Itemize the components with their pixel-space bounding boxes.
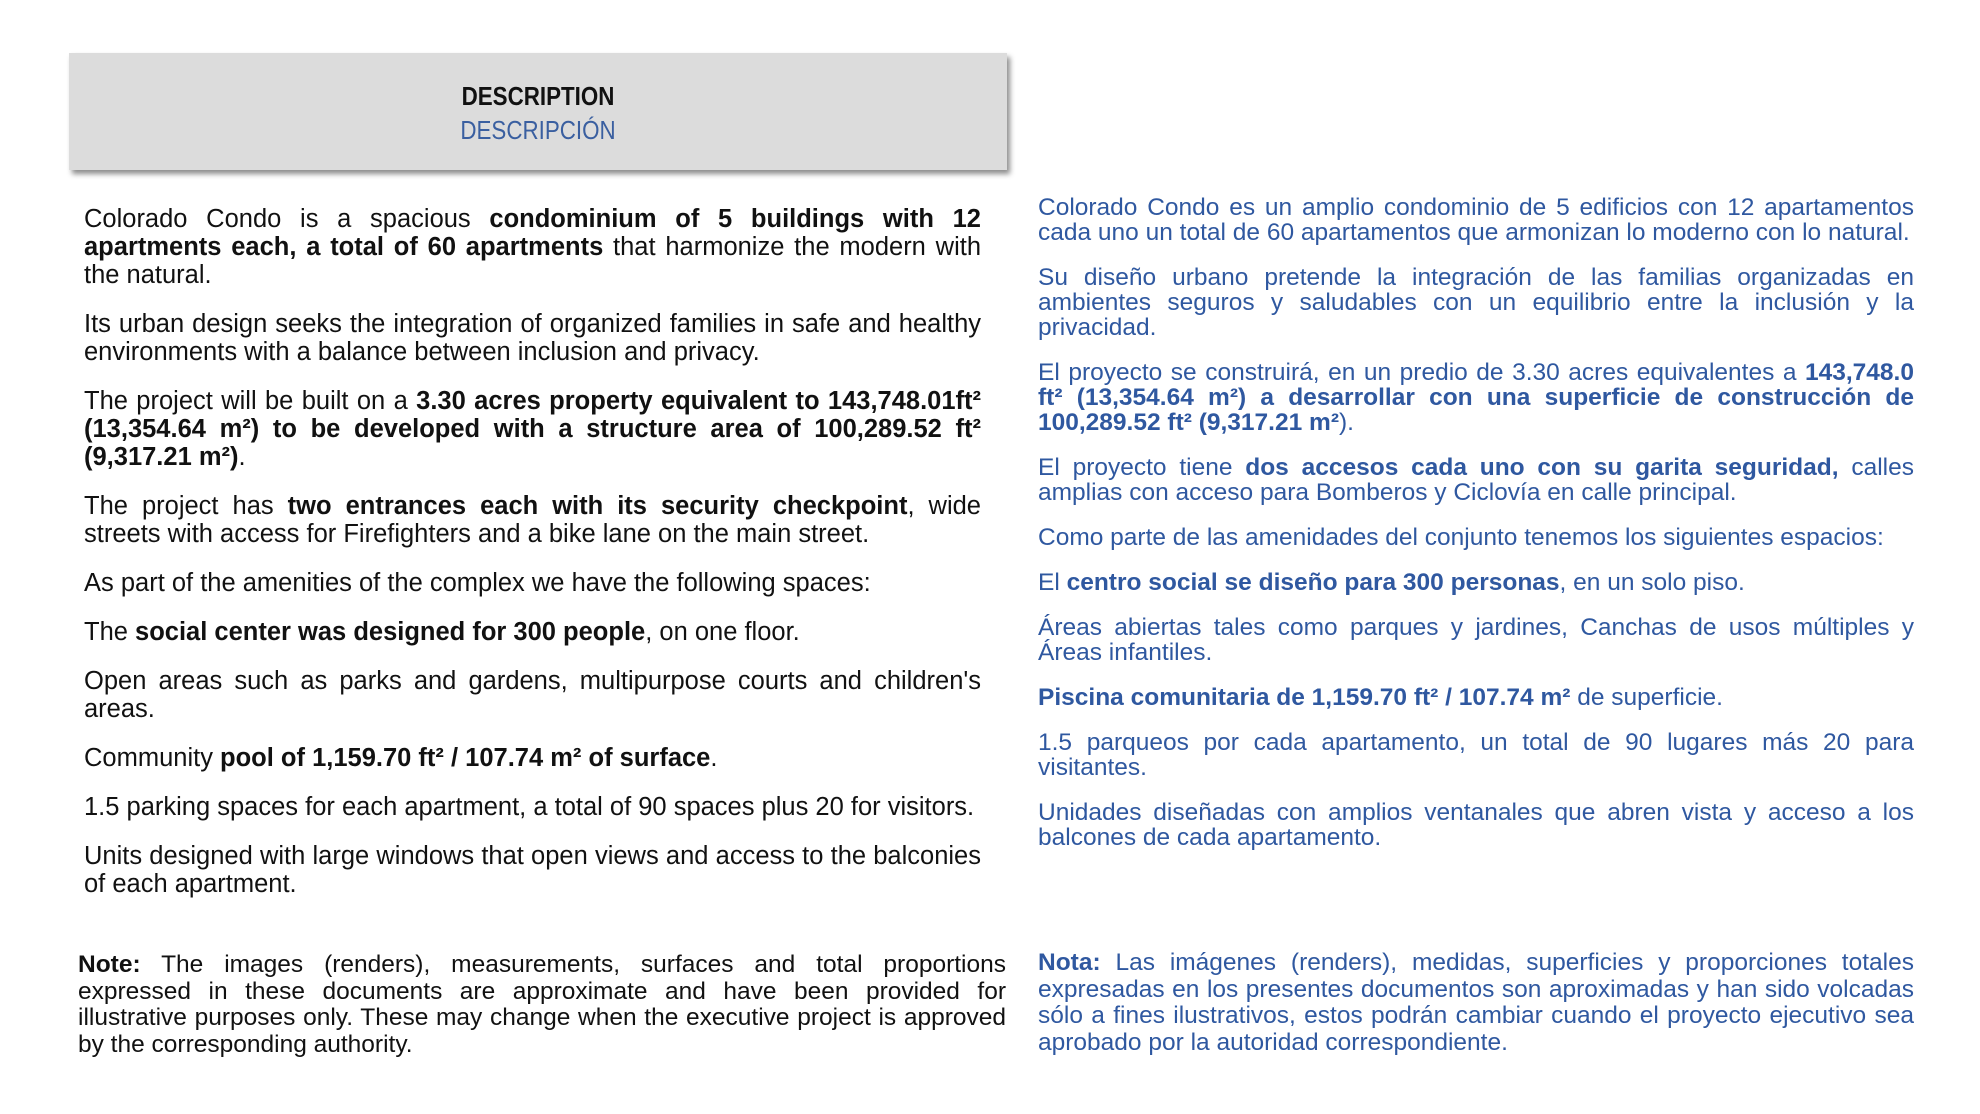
en-note-label: Note:	[78, 951, 141, 978]
es-paragraph-5: Como parte de las amenidades del conjunto tenemos los siguientes espacios:	[1038, 524, 1884, 551]
es-note	[1038, 950, 1914, 1056]
es-paragraph-2: Su diseño urbano pretende la integración de las familias organizadas en ambientes seguros y saludables con un equilibrio entre la inclusión y la privacidad.	[1038, 264, 1914, 341]
es-paragraph-1: Colorado Condo es un amplio condominio de 5 edificios con 12 apartamentos cada uno un total de 60 apartamentos que armonizan lo moderno con lo natural.	[1038, 194, 1914, 246]
es-paragraph-6: El centro social se diseño para 300 personas, en un solo piso.	[1038, 569, 1745, 596]
en-paragraph-10: Units designed with large windows that open views and access to the balconies of each apartment.	[84, 842, 981, 898]
header-title-es: DESCRIPCIÓN	[460, 115, 616, 145]
english-column	[84, 205, 981, 919]
es-paragraph-4: El proyecto tiene dos accesos cada uno con su garita seguridad, calles amplias con acceso para Bomberos y Ciclovía en calle principal.	[1038, 454, 1914, 506]
en-paragraph-3: The project will be built on a 3.30 acres property equivalent to 143,748.01ft² (13,354.64 m²) to be developed with a structure area of 100,289.52 ft² (9,317.21 m²).	[84, 387, 981, 471]
es-note-label: Nota:	[1038, 949, 1101, 976]
es-paragraph-8: Piscina comunitaria de 1,159.70 ft² / 107.74 m² de superficie.	[1038, 684, 1723, 711]
en-paragraph-7: Open areas such as parks and gardens, multipurpose courts and children's areas.	[84, 667, 981, 723]
en-note	[78, 952, 1006, 1058]
es-paragraph-7: Áreas abiertas tales como parques y jardines, Canchas de usos múltiples y Áreas infantiles.	[1038, 614, 1914, 666]
en-paragraph-4: The project has two entrances each with its security checkpoint, wide streets with access for Firefighters and a bike lane on the main street.	[84, 492, 981, 548]
es-paragraph-9: 1.5 parqueos por cada apartamento, un total de 90 lugares más 20 para visitantes.	[1038, 729, 1914, 781]
en-paragraph-2: Its urban design seeks the integration of organized families in safe and healthy environments with a balance between inclusion and privacy.	[84, 310, 981, 366]
es-paragraph-3: El proyecto se construirá, en un predio de 3.30 acres equivalentes a 143,748.0 ft² (13,354.64 m²) a desarrollar con una superficie de construcción de 100,289.52 ft² (9,317.21 m²).	[1038, 359, 1914, 436]
spanish-column	[1038, 195, 1914, 870]
en-note-text: The images (renders), measurements, surfaces and total proportions expressed in these documents are approximate and have been provided for illustrative purposes only. These may change when the executive project is approved by the corresponding authority.	[78, 951, 1006, 1058]
en-paragraph-6: The social center was designed for 300 people, on one floor.	[84, 618, 800, 646]
es-paragraph-10: Unidades diseñadas con amplios ventanales que abren vista y acceso a los balcones de cada apartamento.	[1038, 799, 1914, 851]
en-paragraph-5: As part of the amenities of the complex we have the following spaces:	[84, 569, 871, 597]
description-header	[69, 53, 1007, 170]
es-note-text: Las imágenes (renders), medidas, superficies y proporciones totales expresadas en los presentes documentos son aproximadas y han sido volcadas sólo a fines ilustrativos, estos podrán cambiar cuando el proyecto ejecutivo sea aprobado por la autoridad correspondiente.	[1038, 949, 1914, 1056]
en-paragraph-1: Colorado Condo is a spacious condominium of 5 buildings with 12 apartments each, a total of 60 apartments that harmonize the modern with the natural.	[84, 205, 981, 289]
en-paragraph-8: Community pool of 1,159.70 ft² / 107.74 m² of surface.	[84, 744, 718, 772]
header-title-en: DESCRIPTION	[461, 81, 615, 111]
en-paragraph-9: 1.5 parking spaces for each apartment, a total of 90 spaces plus 20 for visitors.	[84, 793, 975, 821]
